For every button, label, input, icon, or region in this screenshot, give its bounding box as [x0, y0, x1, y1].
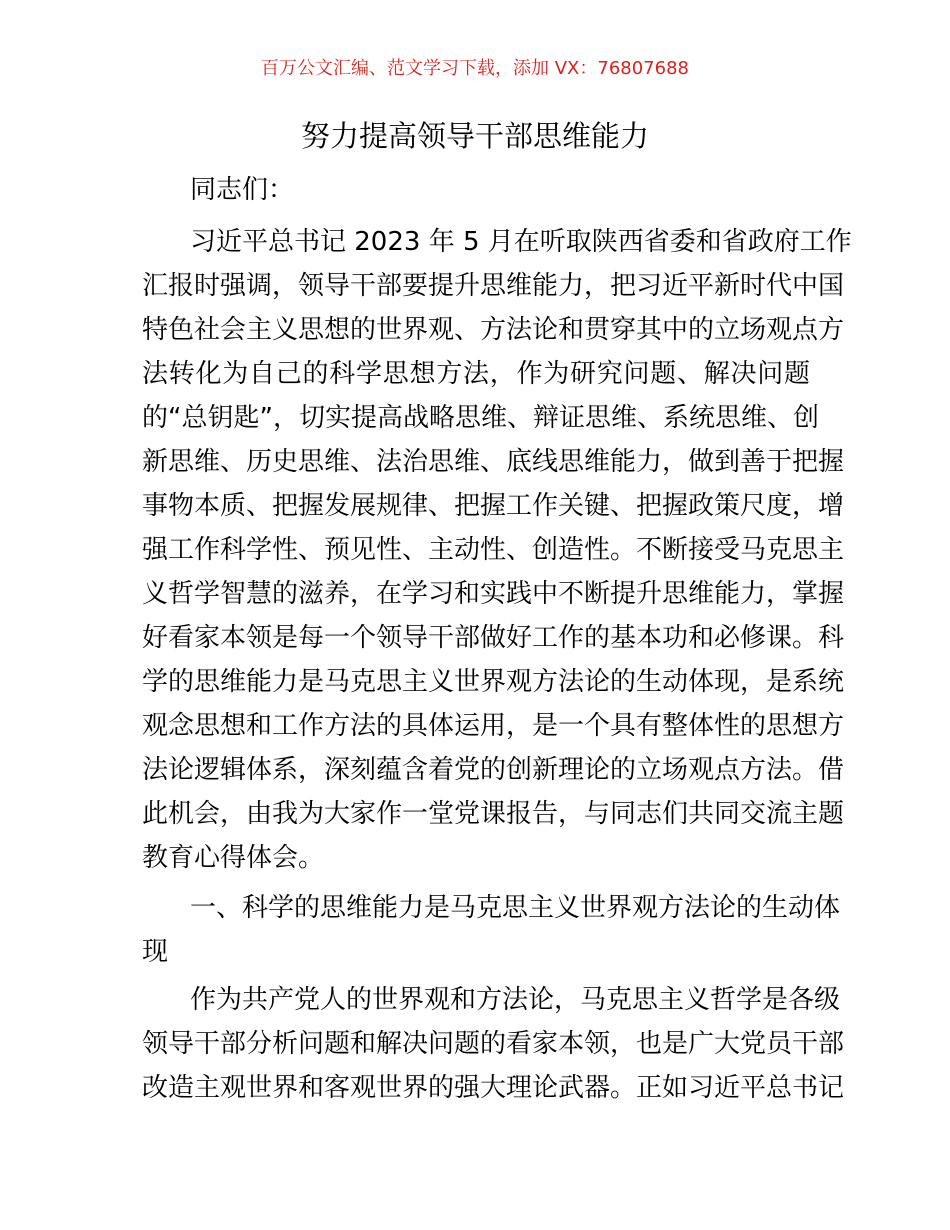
paragraph-line: 特色社会主义思想的世界观、方法论和贯穿其中的立场观点方 — [142, 315, 845, 345]
paragraph-line: 习近平总书记 2023 年 5 月在听取陕西省委和省政府工作 — [190, 227, 852, 257]
paragraph-line: 法论逻辑体系，深刻蕴含着党的创新理论的立场观点方法。借 — [142, 755, 845, 785]
paragraph-line: 教育心得体会。 — [142, 843, 325, 873]
paragraph-line: 作为共产党人的世界观和方法论，马克思主义哲学是各级 — [190, 985, 841, 1015]
paragraph-line: 事物本质、把握发展规律、把握工作关键、把握政策尺度，增 — [142, 491, 845, 521]
salutation: 同志们： — [190, 175, 295, 205]
paragraph-line: 新思维、历史思维、法治思维、底线思维能力，做到善于把握 — [142, 447, 845, 477]
paragraph-line: 义哲学智慧的滋养，在学习和实践中不断提升思维能力，掌握 — [142, 579, 845, 609]
paragraph-line: 法转化为自己的科学思想方法，作为研究问题、解决问题 — [142, 359, 810, 389]
paragraph-line: 的“总钥匙”，切实提高战略思维、辩证思维、系统思维、创 — [142, 403, 819, 433]
paragraph-line: 强工作科学性、预见性、主动性、创造性。不断接受马克思主 — [142, 535, 845, 565]
document-title: 努力提高领导干部思维能力 — [300, 119, 649, 153]
paragraph-line: 改造主观世界和客观世界的强大理论武器。正如习近平总书记 — [142, 1073, 845, 1103]
paragraph-line: 观念思想和工作方法的具体运用，是一个具有整体性的思想方 — [142, 711, 845, 741]
section-heading-line: 现 — [142, 937, 169, 967]
paragraph-line: 领导干部分析问题和解决问题的看家本领，也是广大党员干部 — [142, 1029, 845, 1059]
paragraph-line: 此机会，由我为大家作一堂党课报告，与同志们共同交流主题 — [142, 799, 845, 829]
header-notice: 百万公文汇编、范文学习下载，添加 VX：76807688 — [261, 58, 689, 79]
paragraph-line: 学的思维能力是马克思主义世界观方法论的生动体现，是系统 — [142, 667, 845, 697]
section-heading-line: 一、科学的思维能力是马克思主义世界观方法论的生动体 — [190, 893, 841, 923]
paragraph-line: 汇报时强调，领导干部要提升思维能力，把习近平新时代中国 — [142, 271, 845, 301]
paragraph-line: 好看家本领是每一个领导干部做好工作的基本功和必修课。科 — [142, 623, 845, 653]
